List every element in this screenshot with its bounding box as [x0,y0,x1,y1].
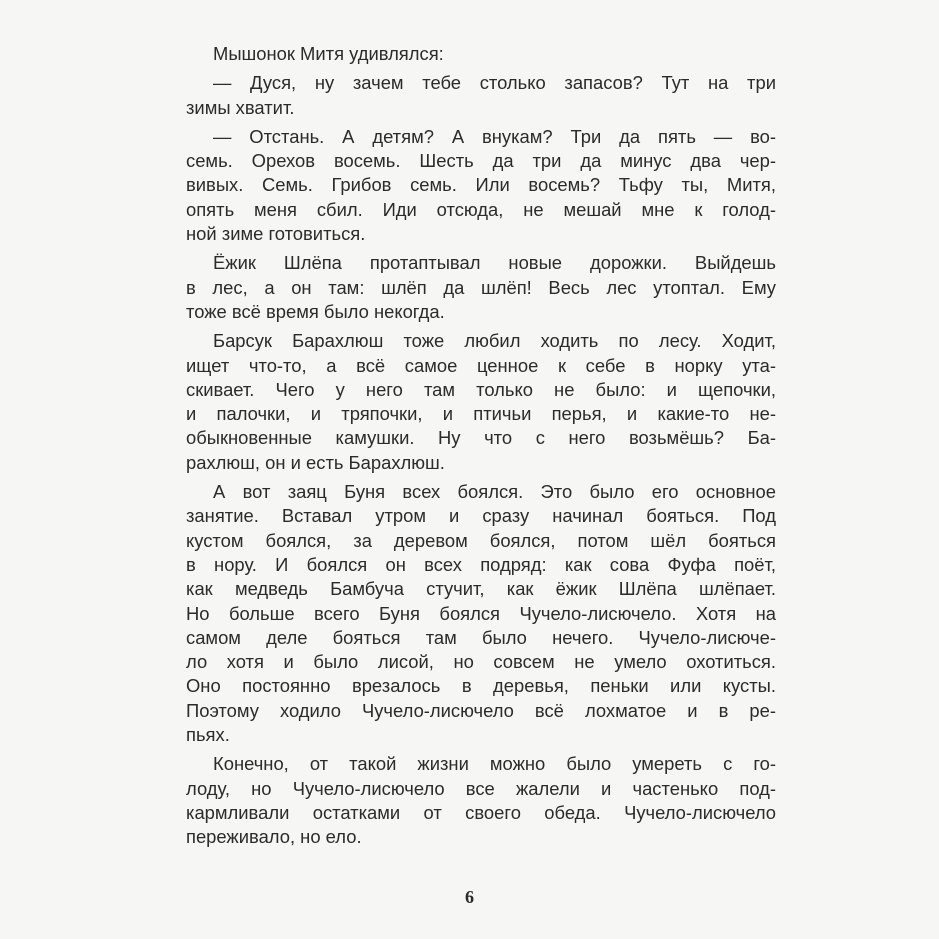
text-line: зимы хватит. [186,96,295,118]
text-line: Конечно, от такой жизни можно было умереть с го- [213,753,776,775]
text-line: пьях. [186,724,230,746]
text-line: скивает. Чего у него там только не было: и щепочки, [186,378,776,400]
text-line: рахлюш, он и есть Барахлюш. [186,451,445,473]
paragraph [186,125,776,246]
paragraph [186,42,776,66]
paragraph [186,251,776,324]
text-line: в лес, а он там: шлёп да шлёп! Весь лес утоптал. Ему [186,276,776,298]
text-line: вивых. Семь. Грибов семь. Или восемь? Тьфу ты, Митя, [186,174,776,196]
text-line: ной зиме готовиться. [186,223,366,245]
text-line: — Дуся, ну зачем тебе столько запасов? Тут на три [213,72,776,94]
text-line: ищет что-то, а всё самое ценное к себе в норку ута- [186,354,776,376]
text-line: как медведь Бамбуча стучит, как ёжик Шлёпа шлёпает. [186,578,776,600]
text-line: кармливали остатками от своего обеда. Чучело-лисючело [186,801,776,823]
text-line: кустом боялся, за деревом боялся, потом шёл бояться [186,529,776,551]
text-line: опять меня сбил. Иди отсюда, не мешай мне к голод- [186,198,776,220]
text-line: самом деле бояться там было нечего. Чучело-лисюче- [186,626,776,648]
text-line: в нору. И боялся он всех подряд: как сова Фуфа поёт, [186,553,776,575]
text-line: Барсук Барахлюш тоже любил ходить по лесу. Ходит, [213,330,776,352]
page-number: 6 [465,887,474,907]
text-line: семь. Орехов восемь. Шесть да три да минус два чер- [186,150,776,172]
text-line: Ёжик Шлёпа протаптывал новые дорожки. Выйдешь [213,252,776,274]
paragraph [186,71,776,120]
text-line: и палочки, и тряпочки, и птичьи перья, и какие-то не- [186,403,776,425]
text-line: лоду, но Чучело-лисючело все жалели и частенько под- [186,777,776,799]
text-line: тоже всё время было некогда. [186,300,445,322]
text-line: обыкновенные камушки. Ну что с него возьмёшь? Ба- [186,427,776,449]
text-line: Но больше всего Буня боялся Чучело-лисючело. Хотя на [186,602,776,624]
paragraph [186,329,776,475]
text-line: А вот заяц Буня всех боялся. Это было его основное [213,481,776,503]
text-line: — Отстань. А детям? А внукам? Три да пять — во- [213,125,776,147]
text-line: Мышонок Митя удивлялся: [213,43,444,64]
paragraph [186,752,776,849]
text-line: занятие. Вставал утром и сразу начинал бояться. Под [186,505,776,527]
paragraph [186,480,776,747]
text-line: ло хотя и было лисой, но совсем не умело охотиться. [186,651,776,673]
text-line: Поэтому ходило Чучело-лисючело всё лохматое и в ре- [186,699,776,721]
text-line: переживало, но ело. [186,826,362,848]
text-line: Оно постоянно врезалось в деревья, пеньки или кусты. [186,675,776,697]
page-text [186,42,776,855]
